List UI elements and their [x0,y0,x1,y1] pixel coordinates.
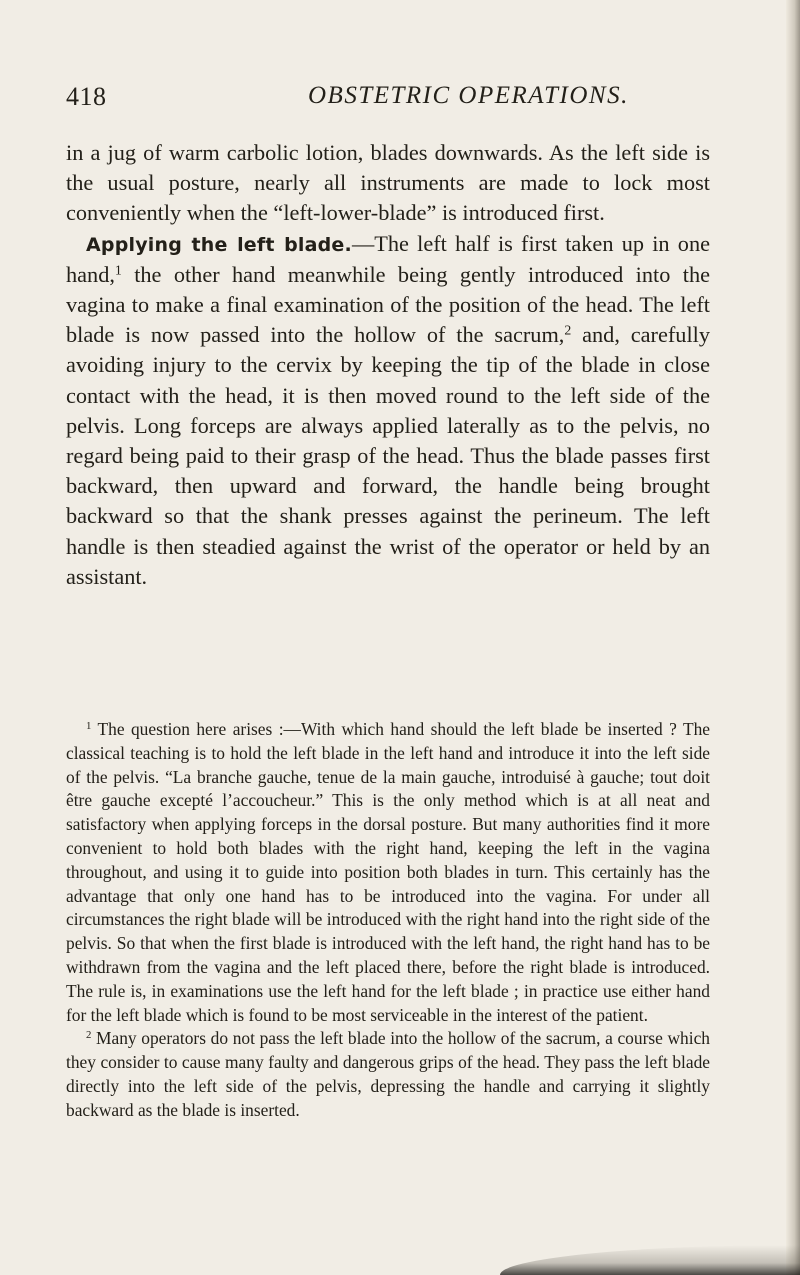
paragraph-1-text: in a jug of warm carbolic lotion, blades downwards. As the left side is the usual posture, nearly all instruments are made to lock most conveniently when the “left-lower-blade” is introduced first. [66,140,710,226]
paragraph-2-text-a: —The left half is first taken up in one hand, [66,230,710,287]
page-curl-shadow [500,1245,800,1275]
footnote-ref-2: 2 [564,322,572,338]
footnote-1 [66,718,710,1027]
paragraph-2-text-c: and, carefully avoiding injury to the cervix by keeping the tip of the blade in close contact with the head, it is then moved round to the left side of the pelvis. Long forceps are always applied laterally as to the pelvis, no regard being paid to their grasp of the head. Thus the blade passes first backward, then upward and forward, the handle being brought backward so that the shank presses against the perineum. The left handle is then steadied against the wrist of the operator or held by an assistant. [66,322,710,589]
section-heading: Applying the left blade. [86,233,352,256]
footnote-2 [66,1027,710,1122]
footnote-ref-1: 1 [114,262,122,278]
page-header [66,80,706,116]
running-head: OBSTETRIC OPERATIONS. [308,82,629,109]
paragraph-2 [66,229,710,592]
paragraph-1 [66,138,710,229]
paragraph-2-text-b: the other hand meanwhile being gently introduced into the vagina to make a final examination of the position of the head. The left blade is now passed into the hollow of the sacrum, [66,261,710,348]
main-text [66,138,710,592]
page-number: 418 [66,82,107,111]
page-edge-shadow [786,0,800,1275]
footnote-1-text: The question here arises :—With which hand should the left blade be inserted ? The classical teaching is to hold the left blade in the left hand and introduce it into the left side of the pelvis. “La branche gauche, tenue de la main gauche, introduisé à gauche; tout doit être gauche excepté l’accoucheur.” This is the only method which is at all neat and satisfactory when applying forceps in the dorsal posture. But many authorities find it more convenient to hold both blades with the right hand, keeping the left in the vagina throughout, and using it to guide into position both blades in turn. This certainly has the advantage that only one hand has to be introduced into the vagina. For under all circumstances the right blade will be introduced with the right hand into the right side of the pelvis. So that when the first blade is introduced with the left hand, the right hand has to be withdrawn from the vagina and the left placed there, before the right blade is introduced. The rule is, in examinations use the left hand for the left blade ; in practice use either hand for the left blade which is found to be most serviceable in the interest of the patient. [66,719,710,1025]
footnote-2-text: Many operators do not pass the left blade into the hollow of the sacrum, a course which they consider to cause many faulty and dangerous grips of the head. They pass the left blade directly into the left side of the pelvis, depressing the handle and carrying it slightly backward as the blade is inserted. [66,1028,710,1120]
footnote-2-marker: 2 [86,1029,92,1042]
footnote-1-marker: 1 [86,720,92,733]
footnotes [66,718,710,1123]
